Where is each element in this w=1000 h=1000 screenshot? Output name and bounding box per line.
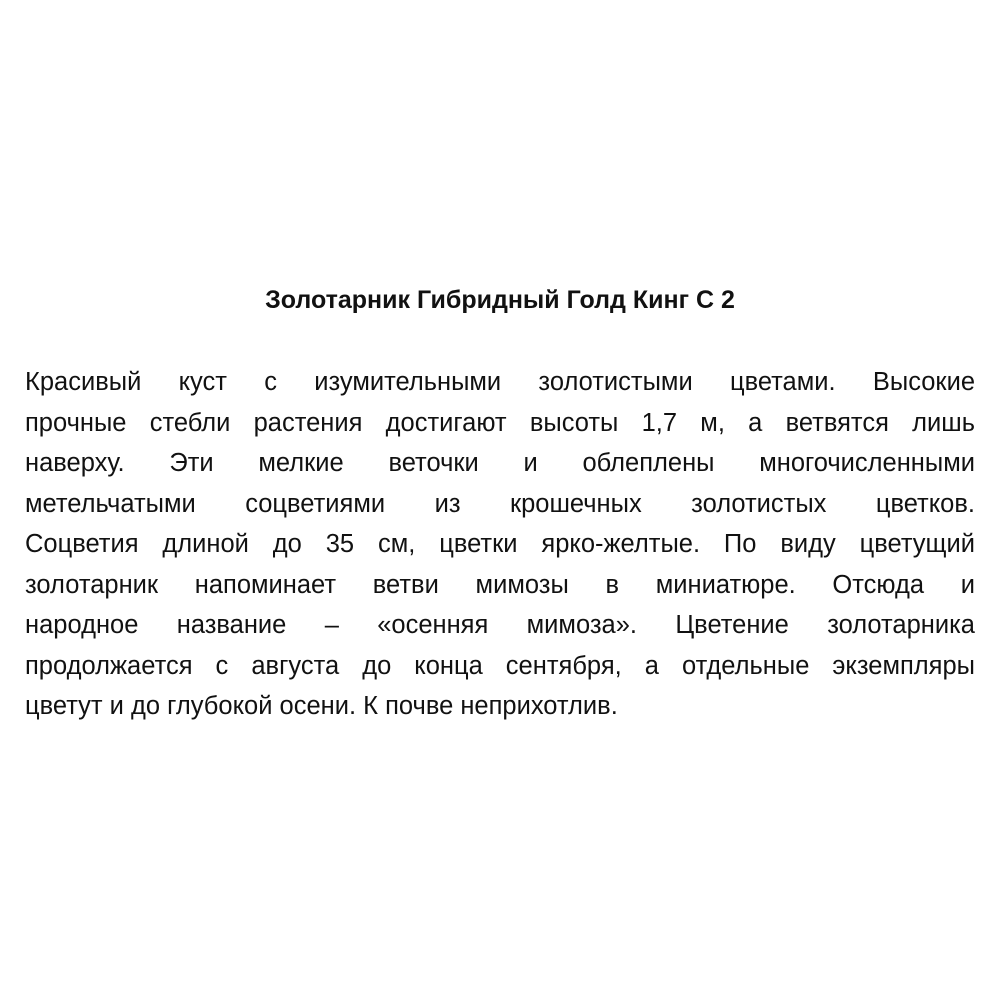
paragraph-line: народное название – «осенняя мимоза». Цветение золотарника [25,611,975,639]
paragraph-line: Красивый куст с изумительными золотистыми цветами. Высокие [25,368,975,396]
paragraph-line: метельчатыми соцветиями из крошечных золотистых цветков. [25,489,975,518]
paragraph-line: прочные стебли растения достигают высоты 1,7 м, а ветвятся лишь [25,408,975,437]
paragraph-line: золотарник напоминает ветви мимозы в миниатюре. Отсюда и [25,570,975,599]
paragraph-line: цветут и до глубокой осени. К почве неприхотлив. [25,692,618,720]
paragraph-line: Соцветия длиной до 35 см, цветки ярко-желтые. По виду цветущий [25,530,975,558]
description-paragraph [25,362,975,727]
paragraph-line: наверху. Эти мелкие веточки и облеплены многочисленными [25,449,975,477]
document-title: Золотарник Гибридный Голд Кинг С 2 [265,286,735,314]
paragraph-line: продолжается с августа до конца сентября, а отдельные экземпляры [25,651,975,680]
